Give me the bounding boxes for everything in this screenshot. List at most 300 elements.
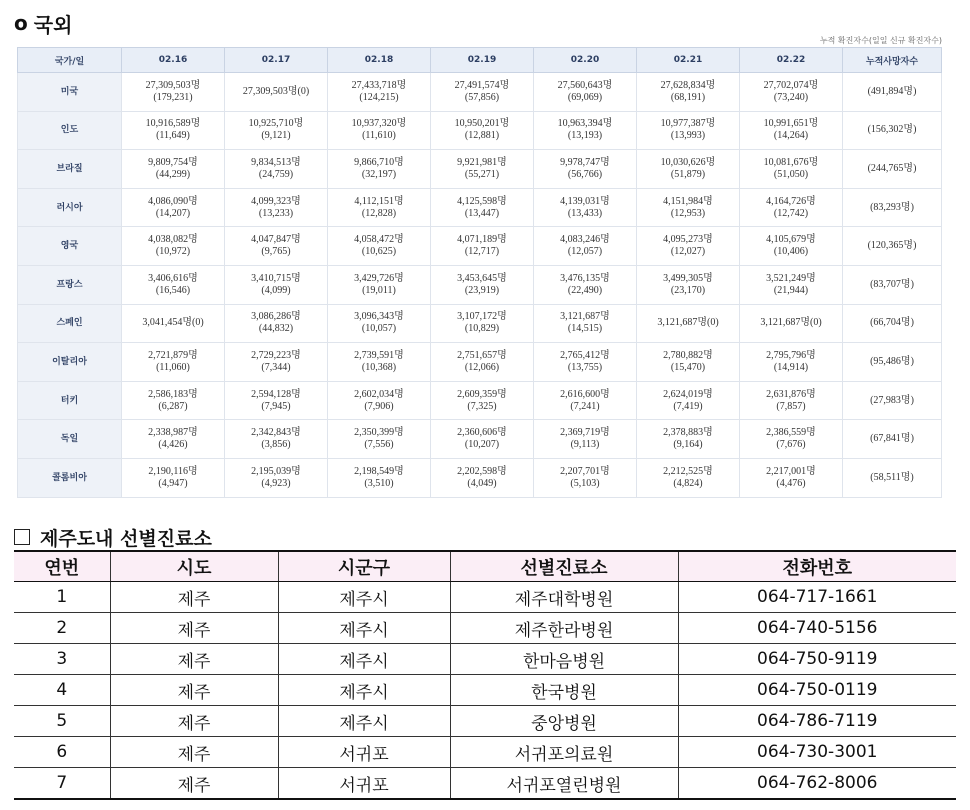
daily-new-cases: (12,953) xyxy=(670,207,706,219)
cumulative-deaths: (66,704명) xyxy=(843,304,942,343)
case-cell xyxy=(225,150,328,189)
cumulative-cases: 2,631,876명 xyxy=(766,388,816,400)
table-row xyxy=(14,644,956,675)
case-cell xyxy=(328,458,431,497)
cumulative-cases: 2,202,598명 xyxy=(457,465,507,477)
daily-new-cases: (24,759) xyxy=(258,168,294,180)
cumulative-cases: 9,866,710명 xyxy=(354,156,404,168)
table-row xyxy=(18,420,942,459)
phone-number: 064-717-1661 xyxy=(678,582,956,613)
table-row xyxy=(18,227,942,266)
cumulative-cases: 10,950,201명 xyxy=(454,118,510,130)
cumulative-cases: 4,086,090명 xyxy=(148,195,198,207)
daily-new-cases: (57,856) xyxy=(464,91,500,103)
daily-new-cases: (179,231) xyxy=(153,91,193,103)
case-cell xyxy=(225,304,328,343)
clinic-header-row xyxy=(14,551,956,582)
table-row xyxy=(18,150,942,189)
daily-new-cases: (69,069) xyxy=(567,91,603,103)
city: 제주시 xyxy=(278,613,450,644)
cumulative-cases: 3,107,172명 xyxy=(457,311,507,323)
cumulative-cases: 2,195,039명 xyxy=(251,465,301,477)
clinic-name: 제주대학병원 xyxy=(450,582,678,613)
cumulative-cases: 3,121,687명(0) xyxy=(760,317,822,329)
cumulative-cases: 4,095,273명 xyxy=(663,234,713,246)
case-cell xyxy=(225,227,328,266)
cumulative-cases: 2,190,116명 xyxy=(148,465,198,477)
cumulative-cases: 9,921,981명 xyxy=(457,156,507,168)
country-name: 프랑스 xyxy=(18,265,122,304)
header-date: 02.20 xyxy=(534,48,637,73)
case-cell xyxy=(637,188,740,227)
case-cell xyxy=(534,227,637,266)
table-row xyxy=(14,737,956,768)
cumulative-cases: 2,217,001명 xyxy=(766,465,816,477)
daily-new-cases: (51,879) xyxy=(670,168,706,180)
daily-new-cases: (7,556) xyxy=(364,439,394,451)
daily-new-cases: (13,447) xyxy=(464,207,500,219)
case-cell xyxy=(122,265,225,304)
cumulative-cases: 10,916,589명 xyxy=(145,118,201,130)
daily-new-cases: (9,765) xyxy=(261,246,291,258)
cumulative-cases: 3,499,305명 xyxy=(663,272,713,284)
case-cell xyxy=(740,150,843,189)
cumulative-cases: 3,121,687명 xyxy=(560,311,610,323)
case-cell xyxy=(431,381,534,420)
cumulative-cases: 10,991,651명 xyxy=(763,118,819,130)
daily-new-cases: (14,207) xyxy=(155,207,191,219)
cumulative-cases: 27,702,074명 xyxy=(763,79,819,91)
daily-new-cases: (10,368) xyxy=(361,361,397,373)
daily-new-cases: (4,426) xyxy=(158,439,188,451)
case-cell xyxy=(328,343,431,382)
cumulative-cases: 3,476,135명 xyxy=(560,272,610,284)
daily-new-cases: (23,919) xyxy=(464,284,500,296)
phone-number: 064-750-9119 xyxy=(678,644,956,675)
daily-new-cases: (7,344) xyxy=(261,361,291,373)
clinic-name: 제주한라병원 xyxy=(450,613,678,644)
phone-number: 064-730-3001 xyxy=(678,737,956,768)
cumulative-deaths: (120,365명) xyxy=(843,227,942,266)
cumulative-cases: 2,765,412명 xyxy=(560,349,610,361)
province: 제주 xyxy=(110,675,278,706)
case-cell xyxy=(431,188,534,227)
daily-new-cases: (14,264) xyxy=(773,130,809,142)
cumulative-deaths: (491,894명) xyxy=(843,73,942,112)
cumulative-cases: 4,038,082명 xyxy=(148,234,198,246)
cumulative-cases: 9,978,747명 xyxy=(560,156,610,168)
daily-new-cases: (7,325) xyxy=(467,400,497,412)
case-cell xyxy=(225,458,328,497)
phone-number: 064-786-7119 xyxy=(678,706,956,737)
table-row xyxy=(18,111,942,150)
province: 제주 xyxy=(110,613,278,644)
daily-new-cases: (9,164) xyxy=(673,439,703,451)
cumulative-cases: 3,429,726명 xyxy=(354,272,404,284)
daily-new-cases: (6,287) xyxy=(158,400,188,412)
cumulative-cases: 2,338,987명 xyxy=(148,427,198,439)
city: 서귀포 xyxy=(278,737,450,768)
case-cell xyxy=(328,227,431,266)
table-unit-note: 누적 확진자수(일일 신규 확진자수) xyxy=(819,36,942,45)
cumulative-cases: 4,164,726명 xyxy=(766,195,816,207)
case-cell xyxy=(534,458,637,497)
daily-new-cases: (23,170) xyxy=(670,284,706,296)
city: 제주시 xyxy=(278,644,450,675)
header-country: 국가/일 xyxy=(18,48,122,73)
daily-new-cases: (73,240) xyxy=(773,91,809,103)
clinic-name: 서귀포열린병원 xyxy=(450,768,678,800)
case-cell xyxy=(637,150,740,189)
case-cell xyxy=(740,265,843,304)
cumulative-cases: 2,751,657명 xyxy=(457,349,507,361)
cumulative-cases: 10,977,387명 xyxy=(660,118,716,130)
cumulative-cases: 2,780,882명 xyxy=(663,349,713,361)
cumulative-cases: 10,937,320명 xyxy=(351,118,407,130)
case-cell xyxy=(534,73,637,112)
daily-new-cases: (11,060) xyxy=(156,361,190,373)
phone-number: 064-762-8006 xyxy=(678,768,956,800)
daily-new-cases: (3,510) xyxy=(364,477,394,489)
table-row xyxy=(14,706,956,737)
daily-new-cases: (32,197) xyxy=(361,168,397,180)
daily-new-cases: (44,832) xyxy=(258,323,294,335)
case-cell xyxy=(637,343,740,382)
table-row xyxy=(14,768,956,800)
case-cell xyxy=(740,343,843,382)
daily-new-cases: (11,649) xyxy=(156,130,190,142)
cumulative-cases: 3,121,687명(0) xyxy=(657,317,719,329)
daily-new-cases: (13,433) xyxy=(567,207,603,219)
daily-new-cases: (4,947) xyxy=(158,477,188,489)
cumulative-cases: 2,342,843명 xyxy=(251,427,301,439)
daily-new-cases: (51,050) xyxy=(773,168,809,180)
row-number: 7 xyxy=(14,768,110,800)
case-cell xyxy=(328,420,431,459)
case-cell xyxy=(534,420,637,459)
daily-new-cases: (12,881) xyxy=(464,130,500,142)
case-cell xyxy=(534,343,637,382)
overseas-section-title xyxy=(14,8,72,38)
overseas-header-row xyxy=(18,48,942,73)
daily-new-cases: (12,828) xyxy=(361,207,397,219)
daily-new-cases: (4,476) xyxy=(776,477,806,489)
daily-new-cases: (14,515) xyxy=(567,323,603,335)
case-cell xyxy=(740,381,843,420)
cumulative-cases: 2,609,359명 xyxy=(457,388,507,400)
case-cell xyxy=(534,304,637,343)
daily-new-cases: (21,944) xyxy=(773,284,809,296)
daily-new-cases: (14,914) xyxy=(773,361,809,373)
cumulative-cases: 2,207,701명 xyxy=(560,465,610,477)
cumulative-cases: 2,378,883명 xyxy=(663,427,713,439)
clinic-name: 한마음병원 xyxy=(450,644,678,675)
city: 제주시 xyxy=(278,675,450,706)
country-name: 스페인 xyxy=(18,304,122,343)
cumulative-deaths: (244,765명) xyxy=(843,150,942,189)
cumulative-cases: 3,086,286명 xyxy=(251,311,301,323)
phone-number: 064-750-0119 xyxy=(678,675,956,706)
case-cell xyxy=(122,111,225,150)
cumulative-cases: 9,834,513명 xyxy=(251,156,301,168)
row-number: 2 xyxy=(14,613,110,644)
daily-new-cases: (13,193) xyxy=(567,130,603,142)
cumulative-deaths: (83,293명) xyxy=(843,188,942,227)
country-name: 인도 xyxy=(18,111,122,150)
header-province: 시도 xyxy=(110,551,278,582)
case-cell xyxy=(328,304,431,343)
case-cell xyxy=(431,227,534,266)
daily-new-cases: (13,993) xyxy=(670,130,706,142)
clinic-name: 중앙병원 xyxy=(450,706,678,737)
cumulative-cases: 2,594,128명 xyxy=(251,388,301,400)
header-deaths: 누적사망자수 xyxy=(843,48,942,73)
daily-new-cases: (16,546) xyxy=(155,284,191,296)
cumulative-cases: 4,083,246명 xyxy=(560,234,610,246)
cumulative-cases: 4,071,189명 xyxy=(457,234,507,246)
case-cell xyxy=(534,150,637,189)
daily-new-cases: (22,490) xyxy=(567,284,603,296)
case-cell xyxy=(740,458,843,497)
table-row xyxy=(14,675,956,706)
daily-new-cases: (44,299) xyxy=(155,168,191,180)
daily-new-cases: (12,717) xyxy=(464,246,500,258)
cumulative-cases: 2,721,879명 xyxy=(148,349,198,361)
clinic-section-title xyxy=(14,524,212,550)
case-cell xyxy=(122,150,225,189)
case-cell xyxy=(431,420,534,459)
case-cell xyxy=(740,304,843,343)
cumulative-cases: 3,521,249명 xyxy=(766,272,816,284)
daily-new-cases: (10,057) xyxy=(361,323,397,335)
table-row xyxy=(18,343,942,382)
bullet-marker: o xyxy=(14,11,28,35)
case-cell xyxy=(431,73,534,112)
table-row xyxy=(14,613,956,644)
table-row xyxy=(18,188,942,227)
cumulative-cases: 2,350,399명 xyxy=(354,427,404,439)
case-cell xyxy=(637,420,740,459)
daily-new-cases: (4,824) xyxy=(673,477,703,489)
daily-new-cases: (9,121) xyxy=(261,130,291,142)
case-cell xyxy=(534,111,637,150)
row-number: 3 xyxy=(14,644,110,675)
row-number: 6 xyxy=(14,737,110,768)
daily-new-cases: (13,233) xyxy=(258,207,294,219)
case-cell xyxy=(534,265,637,304)
country-name: 이탈리아 xyxy=(18,343,122,382)
clinic-name: 서귀포의료원 xyxy=(450,737,678,768)
table-row xyxy=(18,265,942,304)
country-name: 미국 xyxy=(18,73,122,112)
daily-new-cases: (4,923) xyxy=(261,477,291,489)
case-cell xyxy=(122,73,225,112)
case-cell xyxy=(431,304,534,343)
cumulative-cases: 2,586,183명 xyxy=(148,388,198,400)
cumulative-cases: 4,058,472명 xyxy=(354,234,404,246)
cumulative-cases: 3,041,454명(0) xyxy=(142,317,204,329)
province: 제주 xyxy=(110,706,278,737)
case-cell xyxy=(431,265,534,304)
phone-number: 064-740-5156 xyxy=(678,613,956,644)
case-cell xyxy=(328,265,431,304)
cumulative-cases: 4,112,151명 xyxy=(354,195,404,207)
cumulative-cases: 2,624,019명 xyxy=(663,388,713,400)
daily-new-cases: (3,856) xyxy=(261,439,291,451)
cumulative-cases: 9,809,754명 xyxy=(148,156,198,168)
daily-new-cases: (12,057) xyxy=(567,246,603,258)
cumulative-cases: 27,309,503명 xyxy=(145,79,201,91)
header-date: 02.22 xyxy=(740,48,843,73)
case-cell xyxy=(225,420,328,459)
cumulative-cases: 3,410,715명 xyxy=(251,272,301,284)
daily-new-cases: (7,857) xyxy=(776,400,806,412)
cumulative-cases: 27,433,718명 xyxy=(351,79,407,91)
cumulative-deaths: (95,486명) xyxy=(843,343,942,382)
screening-clinic-table xyxy=(14,550,956,800)
case-cell xyxy=(328,381,431,420)
header-number: 연번 xyxy=(14,551,110,582)
case-cell xyxy=(740,73,843,112)
header-date: 02.17 xyxy=(225,48,328,73)
country-name: 러시아 xyxy=(18,188,122,227)
header-city: 시군구 xyxy=(278,551,450,582)
case-cell xyxy=(225,188,328,227)
daily-new-cases: (10,625) xyxy=(361,246,397,258)
clinic-name: 한국병원 xyxy=(450,675,678,706)
checkbox-square-icon xyxy=(14,529,30,545)
cumulative-cases: 2,795,796명 xyxy=(766,349,816,361)
cumulative-cases: 3,406,616명 xyxy=(148,272,198,284)
case-cell xyxy=(637,265,740,304)
daily-new-cases: (68,191) xyxy=(670,91,706,103)
cumulative-cases: 10,030,626명 xyxy=(660,156,716,168)
row-number: 4 xyxy=(14,675,110,706)
cumulative-cases: 4,125,598명 xyxy=(457,195,507,207)
case-cell xyxy=(328,188,431,227)
daily-new-cases: (15,470) xyxy=(670,361,706,373)
case-cell xyxy=(431,458,534,497)
row-number: 5 xyxy=(14,706,110,737)
daily-new-cases: (19,011) xyxy=(362,284,396,296)
header-clinic: 선별진료소 xyxy=(450,551,678,582)
cumulative-cases: 2,369,719명 xyxy=(560,427,610,439)
header-date: 02.21 xyxy=(637,48,740,73)
case-cell xyxy=(225,343,328,382)
cumulative-cases: 10,963,394명 xyxy=(557,118,613,130)
case-cell xyxy=(225,73,328,112)
daily-new-cases: (7,676) xyxy=(776,439,806,451)
daily-new-cases: (13,755) xyxy=(567,361,603,373)
case-cell xyxy=(225,265,328,304)
case-cell xyxy=(431,111,534,150)
daily-new-cases: (11,610) xyxy=(362,130,396,142)
cumulative-cases: 10,081,676명 xyxy=(763,156,819,168)
case-cell xyxy=(637,304,740,343)
table-row xyxy=(18,73,942,112)
header-date: 02.16 xyxy=(122,48,225,73)
case-cell xyxy=(637,227,740,266)
daily-new-cases: (7,241) xyxy=(570,400,600,412)
cumulative-deaths: (83,707명) xyxy=(843,265,942,304)
daily-new-cases: (12,742) xyxy=(773,207,809,219)
daily-new-cases: (10,207) xyxy=(464,439,500,451)
daily-new-cases: (10,406) xyxy=(773,246,809,258)
case-cell xyxy=(328,111,431,150)
cumulative-deaths: (27,983명) xyxy=(843,381,942,420)
table-row xyxy=(14,582,956,613)
cumulative-deaths: (156,302명) xyxy=(843,111,942,150)
row-number: 1 xyxy=(14,582,110,613)
daily-new-cases: (4,049) xyxy=(467,477,497,489)
province: 제주 xyxy=(110,737,278,768)
province: 제주 xyxy=(110,644,278,675)
case-cell xyxy=(122,458,225,497)
cumulative-cases: 2,386,559명 xyxy=(766,427,816,439)
case-cell xyxy=(328,73,431,112)
case-cell xyxy=(637,458,740,497)
cumulative-cases: 4,099,323명 xyxy=(251,195,301,207)
cumulative-cases: 2,360,606명 xyxy=(457,427,507,439)
cumulative-cases: 2,212,525명 xyxy=(663,465,713,477)
case-cell xyxy=(122,304,225,343)
case-cell xyxy=(740,420,843,459)
cumulative-cases: 2,198,549명 xyxy=(354,465,404,477)
cumulative-cases: 2,729,223명 xyxy=(251,349,301,361)
daily-new-cases: (10,829) xyxy=(464,323,500,335)
case-cell xyxy=(637,381,740,420)
case-cell xyxy=(534,381,637,420)
cumulative-cases: 4,151,984명 xyxy=(663,195,713,207)
cumulative-deaths: (67,841명) xyxy=(843,420,942,459)
table-row xyxy=(18,458,942,497)
cumulative-cases: 2,616,600명 xyxy=(560,388,610,400)
city: 서귀포 xyxy=(278,768,450,800)
daily-new-cases: (12,027) xyxy=(670,246,706,258)
table-row xyxy=(18,304,942,343)
cumulative-cases: 27,491,574명 xyxy=(454,79,510,91)
case-cell xyxy=(637,73,740,112)
table-row xyxy=(18,381,942,420)
daily-new-cases: (7,419) xyxy=(673,400,703,412)
overseas-cases-table xyxy=(17,47,942,498)
case-cell xyxy=(122,343,225,382)
cumulative-cases: 27,560,643명 xyxy=(557,79,613,91)
cumulative-cases: 3,453,645명 xyxy=(457,272,507,284)
case-cell xyxy=(225,111,328,150)
case-cell xyxy=(122,420,225,459)
city: 제주시 xyxy=(278,582,450,613)
case-cell xyxy=(122,381,225,420)
daily-new-cases: (7,945) xyxy=(261,400,291,412)
header-date: 02.19 xyxy=(431,48,534,73)
case-cell xyxy=(740,111,843,150)
case-cell xyxy=(328,150,431,189)
daily-new-cases: (5,103) xyxy=(570,477,600,489)
case-cell xyxy=(534,188,637,227)
cumulative-cases: 27,628,834명 xyxy=(660,79,716,91)
cumulative-cases: 27,309,503명(0) xyxy=(242,85,310,97)
cumulative-cases: 4,139,031명 xyxy=(560,195,610,207)
header-phone: 전화번호 xyxy=(678,551,956,582)
case-cell xyxy=(740,227,843,266)
daily-new-cases: (9,113) xyxy=(570,439,600,451)
daily-new-cases: (7,906) xyxy=(364,400,394,412)
cumulative-cases: 4,047,847명 xyxy=(251,234,301,246)
cumulative-cases: 10,925,710명 xyxy=(248,118,304,130)
header-date: 02.18 xyxy=(328,48,431,73)
cumulative-cases: 2,739,591명 xyxy=(354,349,404,361)
